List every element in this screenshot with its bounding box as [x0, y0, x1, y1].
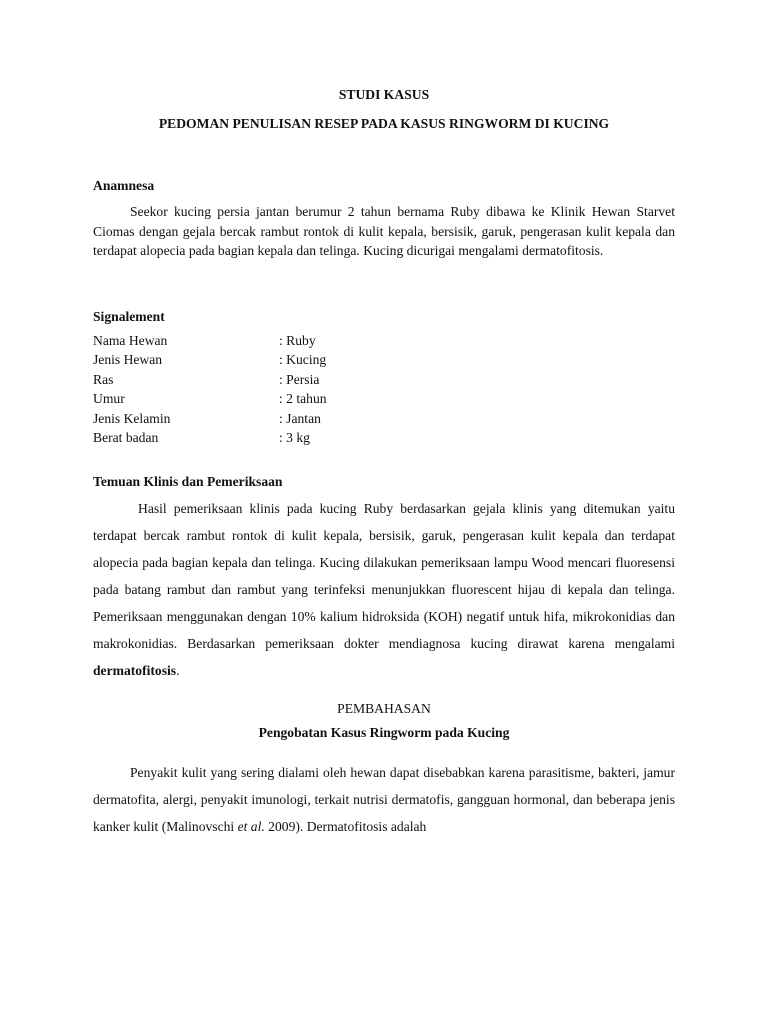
- signalement-value: : Jantan: [279, 410, 321, 426]
- signalement-label: Berat badan: [93, 429, 159, 445]
- pembahasan-text-end: 2009). Dermatofitosis adalah: [264, 819, 427, 834]
- signalement-label: Nama Hewan: [93, 333, 168, 348]
- signalement-table: [93, 333, 327, 449]
- table-row: [93, 333, 327, 352]
- diagnosis-term: dermatofitosis: [93, 663, 177, 678]
- table-row: [93, 411, 327, 430]
- anamnesa-paragraph: Seekor kucing persia jantan berumur 2 tahun bernama Ruby dibawa ke Klinik Hewan Starvet Ciomas dengan gejala bercak rambut rontok di kulit kepala, bersisik, garuk, pengerasan kulit kepala dan terdapat alopecia pada bagian kepala dan telinga. Kucing dicurigai mengalami dermatofitosis.: [93, 204, 675, 258]
- document-title: STUDI KASUS: [338, 87, 430, 102]
- section-title: PEMBAHASAN: [337, 701, 431, 716]
- anamnesa-heading: Anamnesa: [93, 178, 155, 193]
- document-subtitle: PEDOMAN PENULISAN RESEP PADA KASUS RINGWORM DI KUCING: [158, 116, 610, 131]
- pembahasan-paragraph: [93, 759, 675, 840]
- table-row: [93, 430, 327, 449]
- signalement-value: : 2 tahun: [279, 391, 327, 407]
- pembahasan-text: Penyakit kulit yang sering dialami oleh hewan dapat disebabkan karena parasitisme, bakteri, jamur dermatofita, alergi, penyakit imunologi, terkait nutrisi dermatofis, gangguan hormonal, dan beberapa jenis kanker kulit (Malinovschi: [93, 765, 675, 834]
- signalement-value: : Kucing: [279, 352, 327, 368]
- table-row: [93, 372, 327, 391]
- citation-et-al: et al.: [237, 819, 265, 834]
- signalement-value: : Ruby: [279, 333, 316, 348]
- signalement-heading: Signalement: [93, 309, 165, 324]
- signalement-label: Ras: [93, 371, 114, 387]
- signalement-value: : Persia: [279, 371, 320, 387]
- section-subtitle: Pengobatan Kasus Ringworm pada Kucing: [258, 725, 510, 740]
- signalement-label: Jenis Hewan: [93, 352, 163, 368]
- signalement-label: Umur: [93, 391, 125, 407]
- temuan-text: Hasil pemeriksaan klinis pada kucing Ruby berdasarkan gejala klinis yang ditemukan yaitu terdapat bercak rambut rontok di kulit kepala, bersisik, garuk, pengerasan kulit kepala dan terdapat alopecia pada bagian kepala dan telinga. Kucing dilakukan pemeriksaan lampu Wood mencari fluoresensi pada batang rambut dan rambut yang terinfeksi menunjukkan fluorescent hijau di kepala dan telinga. Pemeriksaan menggunakan dengan 10% kalium hidroksida (KOH) negatif untuk hifa, mikrokonidias dan makrokonidias. Berdasarkan pemeriksaan dokter mendiagnosa kucing dirawat karena mengalami: [93, 501, 675, 651]
- temuan-paragraph: [93, 495, 675, 684]
- signalement-value: : 3 kg: [279, 429, 310, 445]
- temuan-text-end: .: [176, 663, 180, 678]
- table-row: [93, 391, 327, 410]
- temuan-heading: Temuan Klinis dan Pemeriksaan: [93, 474, 283, 489]
- signalement-label: Jenis Kelamin: [93, 410, 171, 426]
- table-row: [93, 352, 327, 371]
